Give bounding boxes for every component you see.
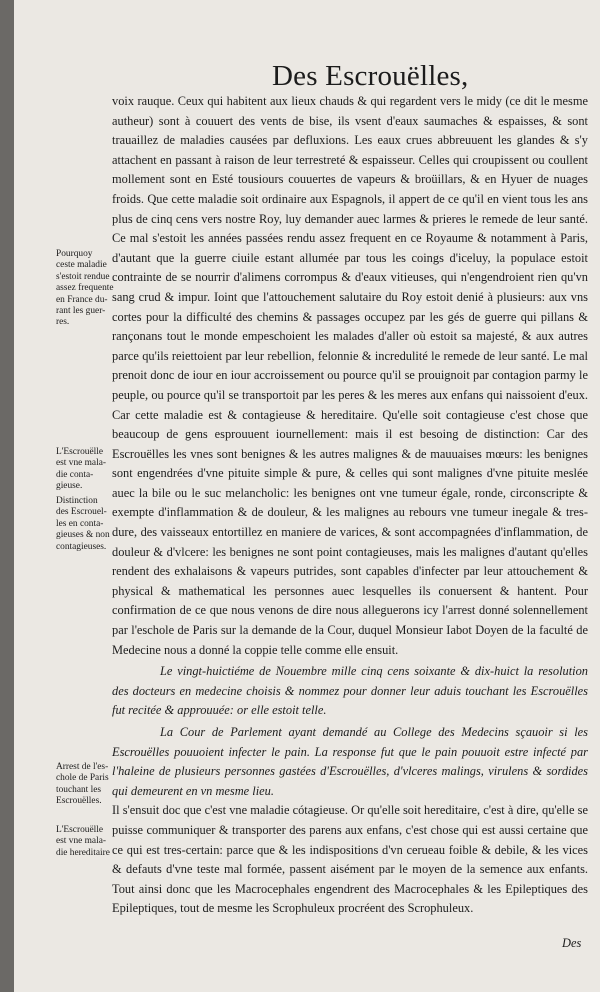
margin-note [56,825,118,859]
paragraph-hereditary: Il s'ensuit doc que c'est vne maladie cótagieuse. Or qu'elle soit hereditaire, c'est à dire, qu'elle se puisse communiquer & transporter des parens aux enfans, c'est chose qui est aussi certaine que ce qui est tres-certain: parce que & les indispositions d'vn cerueau foible & debile, & les vices & defauts d'vne teste mal formée, passent aisément par le moyen de la semence aux enfants. Tout ainsi donc que les Macrocephales engendrent des Macrocephales & les Epileptiques des Epileptiques, tout de mesme les Scrophuleux procréent des Scrophuleux. [112,803,588,916]
margin-note-line: rant les guer- [56,306,106,317]
margin-note-line: die hereditaire [56,847,110,858]
margin-note-line: les en conta- [56,518,104,529]
margin-note-line: res. [56,317,70,328]
margin-note-line: touchant les [56,784,102,795]
margin-note-line: die conta- [56,469,94,480]
margin-note-line: Arrest de l'es- [56,762,109,772]
margin-note-line: en France du- [56,294,108,305]
margin-note-line: est vne mala- [56,458,106,469]
margin-note-line: gieuse. [56,481,83,492]
margin-note-line: est vne mala- [56,836,106,847]
margin-note-line: gieuses & non [56,530,110,541]
margin-note-line: assez frequente [56,283,114,294]
running-title: Des Escrouëlles, [272,60,469,92]
margin-note-line: L'Escrouëlle [56,447,103,457]
body-text [112,92,588,919]
margin-note-line: Distinction [56,496,98,506]
margin-note-line: ceste maladie [56,260,107,271]
paragraph-decree: La Cour de Parlement ayant demandé au College des Medecins sçauoir si les Escrouëlles pouuoient infecter le pain. La response fut que le pain pouuoit estre infecté par l'haleine de plusieurs personnes gastées d'Escrouëlles, d'vlceres malings, virulens & sordides qui demeurent en vn mesme lieu. [112,725,588,798]
margin-note [56,496,118,553]
margin-note-line: L'Escrouëlle [56,825,103,835]
paragraph-main: voix rauque. Ceux qui habitent aux lieux chauds & qui regardent vers le midy (ce dit le mesme autheur) sont à couuert des vents de bise, ils vsent d'eaux saumaches & espaisses, & sont trauaillez de maladies causées par defluxions. Les eaux crues abbreuuent les glandes & s'y attachent en passant à raison de leur terrestreté & espaisseur. Celles qui croupissent ou coullent mollement sont en Esté tousiours couuertes de vapeurs & broüillars, & en Hyuer de nuages froids. Que cette maladie soit ordinaire aux Espagnols, il appert de ce qu'il en vient tous les ans plus de cinq cens vers nostre Roy, luy demander auec larmes & prieres le remede de leur santé. Ce mal s'estoit les années passées rendu assez frequent en ce Royaume & notamment à Paris, d'autant que la guerre ciuile estant allumée par tous les coings d'iceluy, la populace estoit contrainte de se nourrir d'alimens corrompus & d'eaux vitieuses, qui n'engendroient rien qu'vn sang crud & impur. Ioint que l'attouchement salutaire du Roy estoit denié à plusieurs: aux vns cortes pour la difficulté des chemins & passages occupez par les gés de guerre qui pillans & rançonans tout le monde empeschoient les malades d'aller où estoit sa majesté, & aux autres parce qu'ils reiettoient par leur rebellion, felonnie & incredulité le remede de leur santé. Le mal prenoit donc de iour en iour accroissement ou pource qu'il se prouignoit par contagion parmy le peuple, ou pource qu'il se transportoit par les peres & les meres aux enfans qui naissoient d'eux. Car cette maladie est & contagieuse & hereditaire. Qu'elle soit contagieuse c'est chose que beaucoup de gens esprouuent iournellement: mais il est besoing de distinction: Car des Escrouëlles les vnes sont benignes & les autres malignes & de mauuaises mœurs: les benignes sont engendrées d'vne pituite simple & pure, & celles qui sont malignes d'vne pituite meslée auec la bile ou le suc melancholic: les benignes ont vne tumeur égale, ronde, circonscripte & exempte d'inflammation & de douleur, & les malignes au rebours vne tumeur inegale & tres-dure, des vaisseaux entortillez en maniere de varices, & sont accompagnées d'inflammation, de douleur & d'vlcere: les benignes ne sont point contagieuses, mais les malignes d'autant qu'elles rendent des exhalaisons & vapeurs putrides, sont capables d'infecter par leur attouchement & physical & mathematical les personnes auec lesquelles ils conuersent & hantent. Pour confirmation de ce que nous venons de dire nous alleguerons icy l'arrest donné solennellement par l'eschole de Paris sur la demande de la Cour, duquel Monsieur Iabot Doyen de la faculté de Medecine nous a donné la coppie telle comme elle ensuit. [112,94,588,657]
binding-shadow [0,0,14,992]
margin-note-line: des Escrouel- [56,507,107,518]
margin-note-line: chole de Paris [56,773,109,784]
margin-note-line: s'estoit rendue [56,271,110,282]
margin-note [56,249,118,329]
margin-note [56,447,118,493]
margin-note-line: contagieuses. [56,541,107,552]
margin-note [56,762,118,808]
paragraph-resolution: Le vingt-huictiéme de Nouembre mille cinq cens soixante & dix-huict la resolution des docteurs en medecine choisis & nommez pour donner leur aduis touchant les Escrouëlles fut recitée & approuuée: or elle estoit telle. [112,664,588,718]
margin-note-line: Pourquoy [56,249,93,259]
catchword: Des [562,936,582,950]
margin-note-line: Escrouëlles. [56,796,102,807]
